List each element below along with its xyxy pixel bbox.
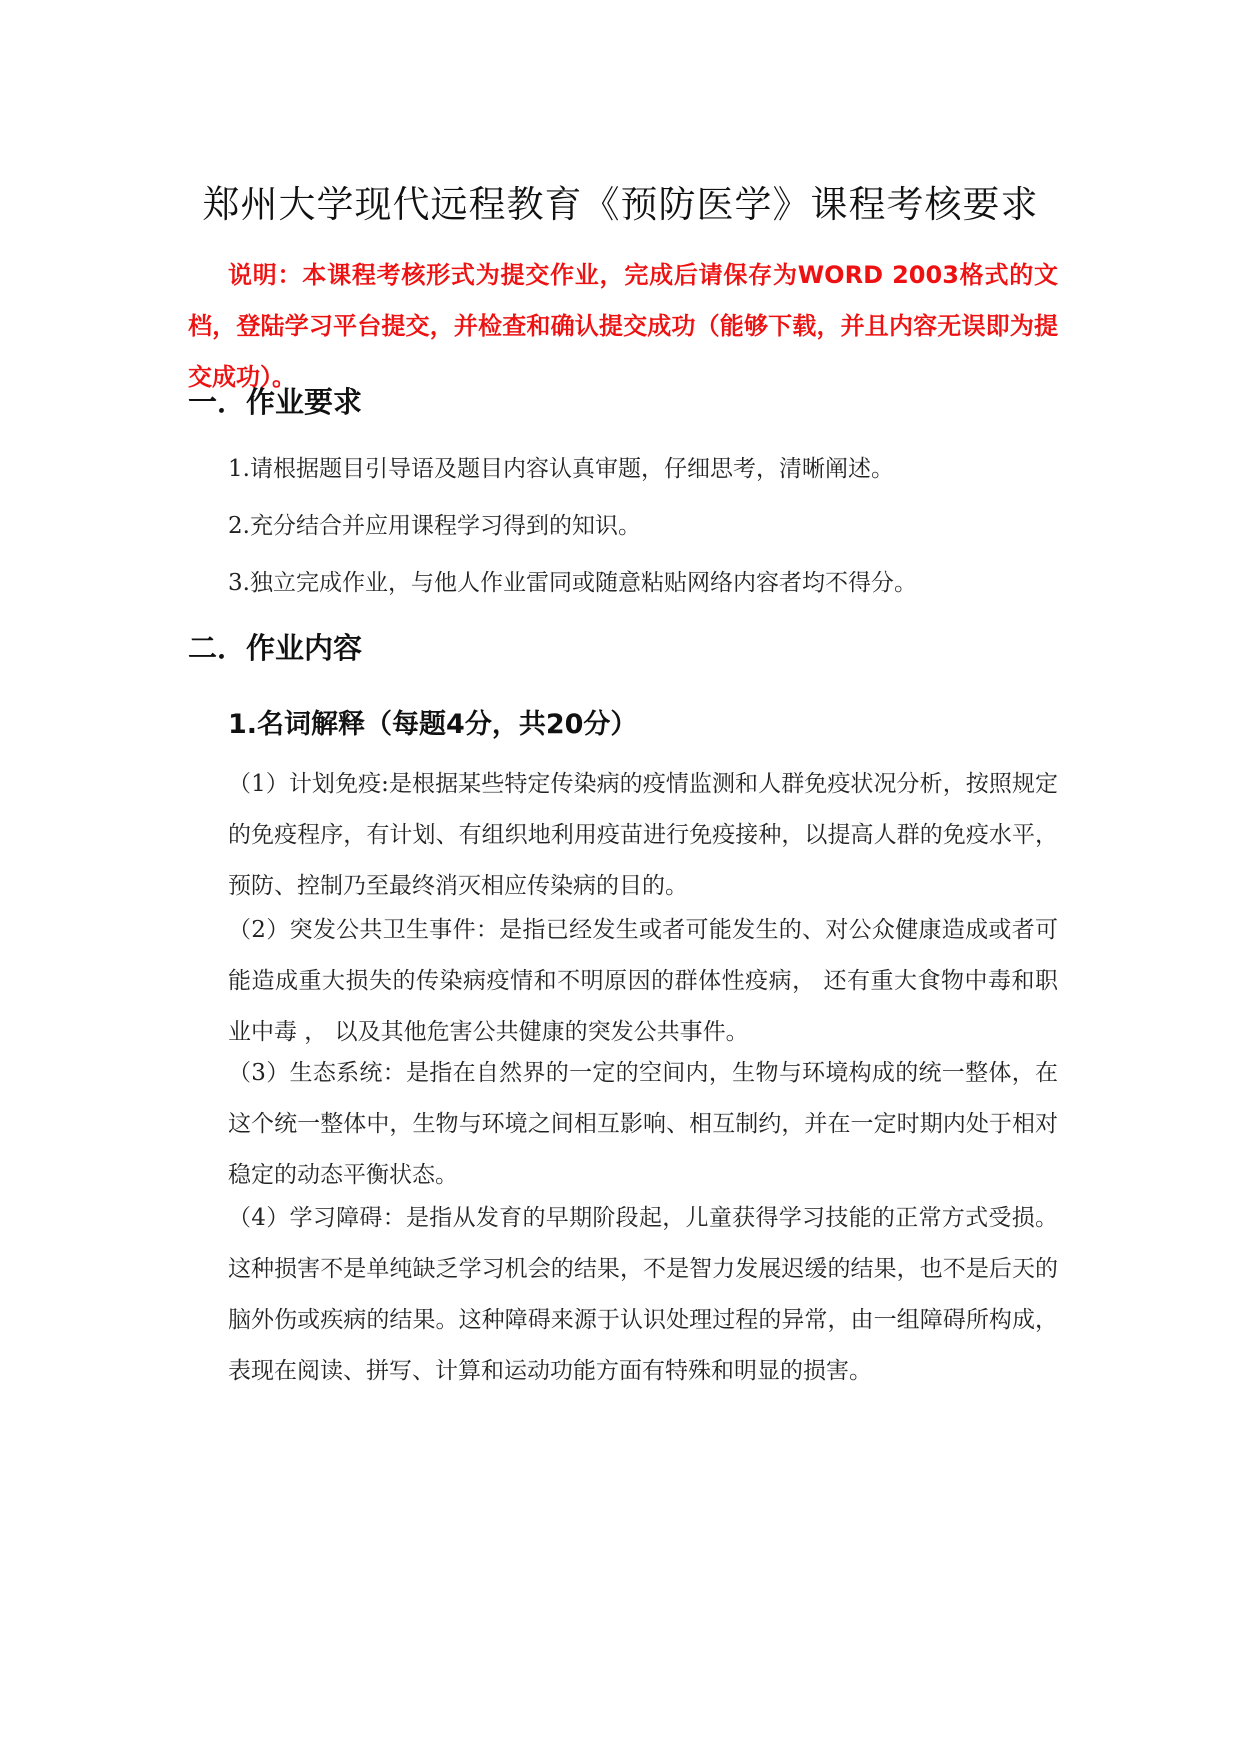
requirement-item: 2.充分结合并应用课程学习得到的知识。	[228, 513, 641, 539]
section-heading-content: 二．作业内容	[188, 631, 363, 665]
document-title: 郑州大学现代远程教育《预防医学》课程考核要求	[202, 183, 1039, 226]
submission-note: 说明：本课程考核形式为提交作业，完成后请保存为WORD 2003格式的文档，登陆学习平台提交，并检查和确认提交成功（能够下载，并且内容无误即为提交成功）。	[188, 261, 1058, 391]
term-definition: （2）突发公共卫生事件：是指已经发生或者可能发生的、对公众健康造成或者可能造成重大损失的传染病疫情和不明原因的群体性疫病， 还有重大食物中毒和职业中毒 ， 以及其他危害公共健康的突发公共事件。	[228, 917, 1058, 1045]
subsection-heading-terms: 1.名词解释（每题4分，共20分）	[228, 709, 638, 740]
requirement-item: 3.独立完成作业，与他人作业雷同或随意粘贴网络内容者均不得分。	[228, 570, 917, 596]
requirement-item: 1.请根据题目引导语及题目内容认真审题，仔细思考，清晰阐述。	[228, 456, 894, 482]
term-definition: （3）生态系统：是指在自然界的一定的空间内，生物与环境构成的统一整体，在这个统一整体中，生物与环境之间相互影响、相互制约，并在一定时期内处于相对稳定的动态平衡状态。	[228, 1060, 1058, 1188]
term-definition: （4）学习障碍：是指从发育的早期阶段起，儿童获得学习技能的正常方式受损。这种损害不是单纯缺乏学习机会的结果，不是智力发展迟缓的结果，也不是后天的脑外伤或疾病的结果。这种障碍来源于认识处理过程的异常，由一组障碍所构成，表现在阅读、拼写、计算和运动功能方面有特殊和明显的损害。	[228, 1205, 1058, 1384]
section-heading-requirements: 一．作业要求	[188, 385, 363, 419]
term-definition: （1）计划免疫:是根据某些特定传染病的疫情监测和人群免疫状况分析，按照规定的免疫程序，有计划、有组织地利用疫苗进行免疫接种，以提高人群的免疫水平，预防、控制乃至最终消灭相应传染病的目的。	[228, 771, 1058, 899]
